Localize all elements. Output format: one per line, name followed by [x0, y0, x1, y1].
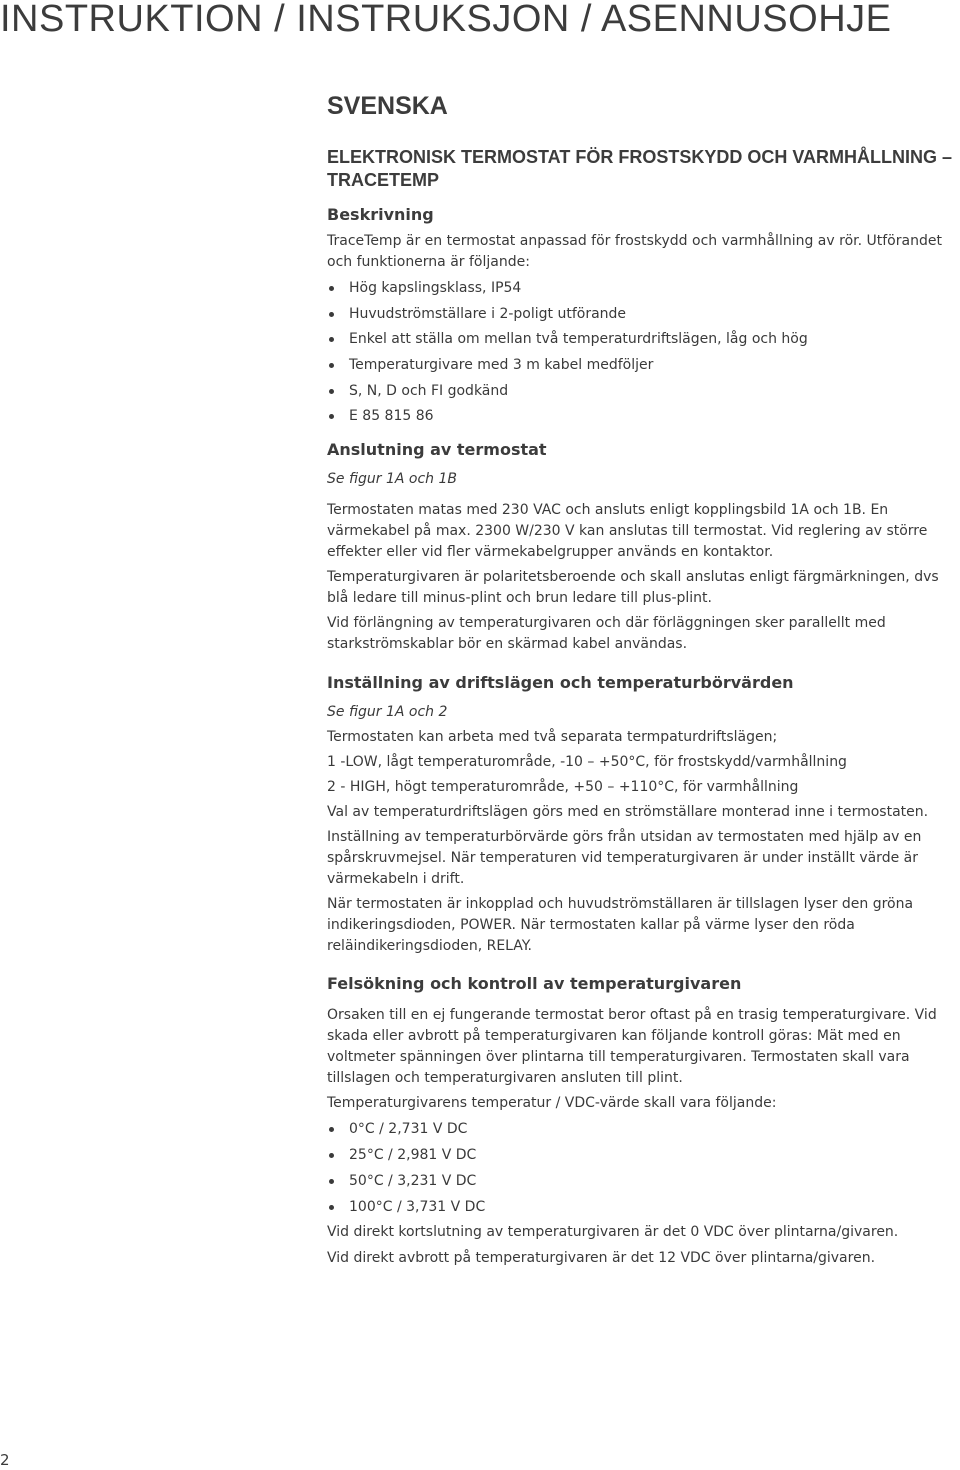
connection-section: [327, 439, 952, 655]
troubleshooting-table-intro: Temperaturgivarens temperatur / VDC-värde skall vara följande:: [327, 1095, 777, 1112]
connection-paragraph-2: Temperaturgivaren är polaritetsberoende och skall anslutas enligt färgmärkningen, dvs blå ledare till minus-plint och brun ledare till plus-plint.: [327, 569, 939, 607]
settings-paragraph-6: När termostaten är inkopplad och huvudströmställaren är tillslagen lyser den gröna indikeringsdioden, POWER. När termostaten kallar på värme lyser den röda reläindikeringsdioden, RELAY.: [327, 896, 914, 955]
settings-paragraph-2: 1 -LOW, lågt temperaturområde, -10 – +50°C, för frostskydd/varmhållning: [327, 754, 847, 771]
connection-figure-ref: Se figur 1A och 1B: [327, 471, 457, 488]
language-heading: SVENSKA: [327, 92, 448, 120]
settings-paragraph-5: Inställning av temperaturbörvärde görs från utsidan av termostaten med hjälp av en spårskruvmejsel. När temperaturen vid temperaturgivaren är under inställt värde är värmekabeln i drift.: [327, 829, 922, 888]
list-item: Huvudströmställare i 2-poligt utförande: [327, 304, 952, 325]
description-section: [327, 204, 952, 427]
troubleshooting-heading: Felsökning och kontroll av temperaturgivaren: [327, 974, 742, 994]
settings-figure-ref: Se figur 1A och 2: [327, 704, 448, 721]
document-body: [327, 91, 952, 1269]
page-header-title: INSTRUKTION / INSTRUKSJON / ASENNUSOHJE: [0, 0, 892, 40]
settings-paragraph-1: Termostaten kan arbeta med två separata termpaturdriftslägen;: [327, 729, 778, 746]
description-intro: TraceTemp är en termostat anpassad för frostskydd och varmhållning av rör. Utförandet och funktionerna är följande:: [327, 233, 942, 270]
list-item: 50°C / 3,231 V DC: [327, 1171, 952, 1192]
list-item: S, N, D och FI godkänd: [327, 381, 952, 402]
list-item: 25°C / 2,981 V DC: [327, 1145, 952, 1166]
settings-paragraph-3: 2 - HIGH, högt temperaturområde, +50 – +110°C, för varmhållning: [327, 779, 799, 796]
list-item: Hög kapslingsklass, IP54: [327, 278, 952, 299]
voltage-value-list: [327, 1119, 952, 1217]
list-item: Temperaturgivare med 3 m kabel medföljer: [327, 355, 952, 376]
short-circuit-note: Vid direkt kortslutning av temperaturgivaren är det 0 VDC över plintarna/givaren.: [327, 1224, 899, 1241]
list-item: Enkel att ställa om mellan två temperaturdriftslägen, låg och hög: [327, 329, 952, 350]
list-item: E 85 815 86: [327, 406, 952, 427]
connection-paragraph-1: Termostaten matas med 230 VAC och ansluts enligt kopplingsbild 1A och 1B. En värmekabel på max. 2300 W/230 V kan anslutas till termostat. Vid reglering av större effekter eller vid fler värmekabelgrupper används en kontaktor.: [327, 502, 928, 561]
feature-list: [327, 278, 952, 427]
connection-paragraph-3: Vid förlängning av temperaturgivaren och där förläggningen sker parallellt med starkströmskablar bör en skärmad kabel användas.: [327, 615, 886, 653]
list-item: 0°C / 2,731 V DC: [327, 1119, 952, 1140]
document-title: [327, 146, 952, 192]
connection-heading: Anslutning av termostat: [327, 440, 547, 460]
settings-section: [327, 672, 952, 957]
document-title-line-2: TRACETEMP: [327, 170, 439, 190]
troubleshooting-intro: Orsaken till en ej fungerande termostat beror oftast på en trasig temperaturgivare. Vid skada eller avbrott på temperaturgivaren kan följande kontroll göras: Mät med en voltmeter spänningen över plintarna till temperaturgivaren. Termostaten skall vara tillslagen och temperaturgivaren ansluten till plint.: [327, 1007, 937, 1087]
description-heading: Beskrivning: [327, 205, 434, 224]
troubleshooting-section: [327, 973, 952, 1269]
settings-heading: Inställning av driftslägen och temperaturbörvärden: [327, 673, 794, 693]
settings-paragraph-4: Val av temperaturdriftslägen görs med en strömställare monterad inne i termostaten.: [327, 804, 929, 821]
open-circuit-note: Vid direkt avbrott på temperaturgivaren är det 12 VDC över plintarna/givaren.: [327, 1250, 876, 1267]
page-number: 2: [0, 1451, 10, 1469]
document-title-line-1: ELEKTRONISK TERMOSTAT FÖR FROSTSKYDD OCH VARMHÅLLNING –: [327, 147, 952, 167]
list-item: 100°C / 3,731 V DC: [327, 1197, 952, 1218]
